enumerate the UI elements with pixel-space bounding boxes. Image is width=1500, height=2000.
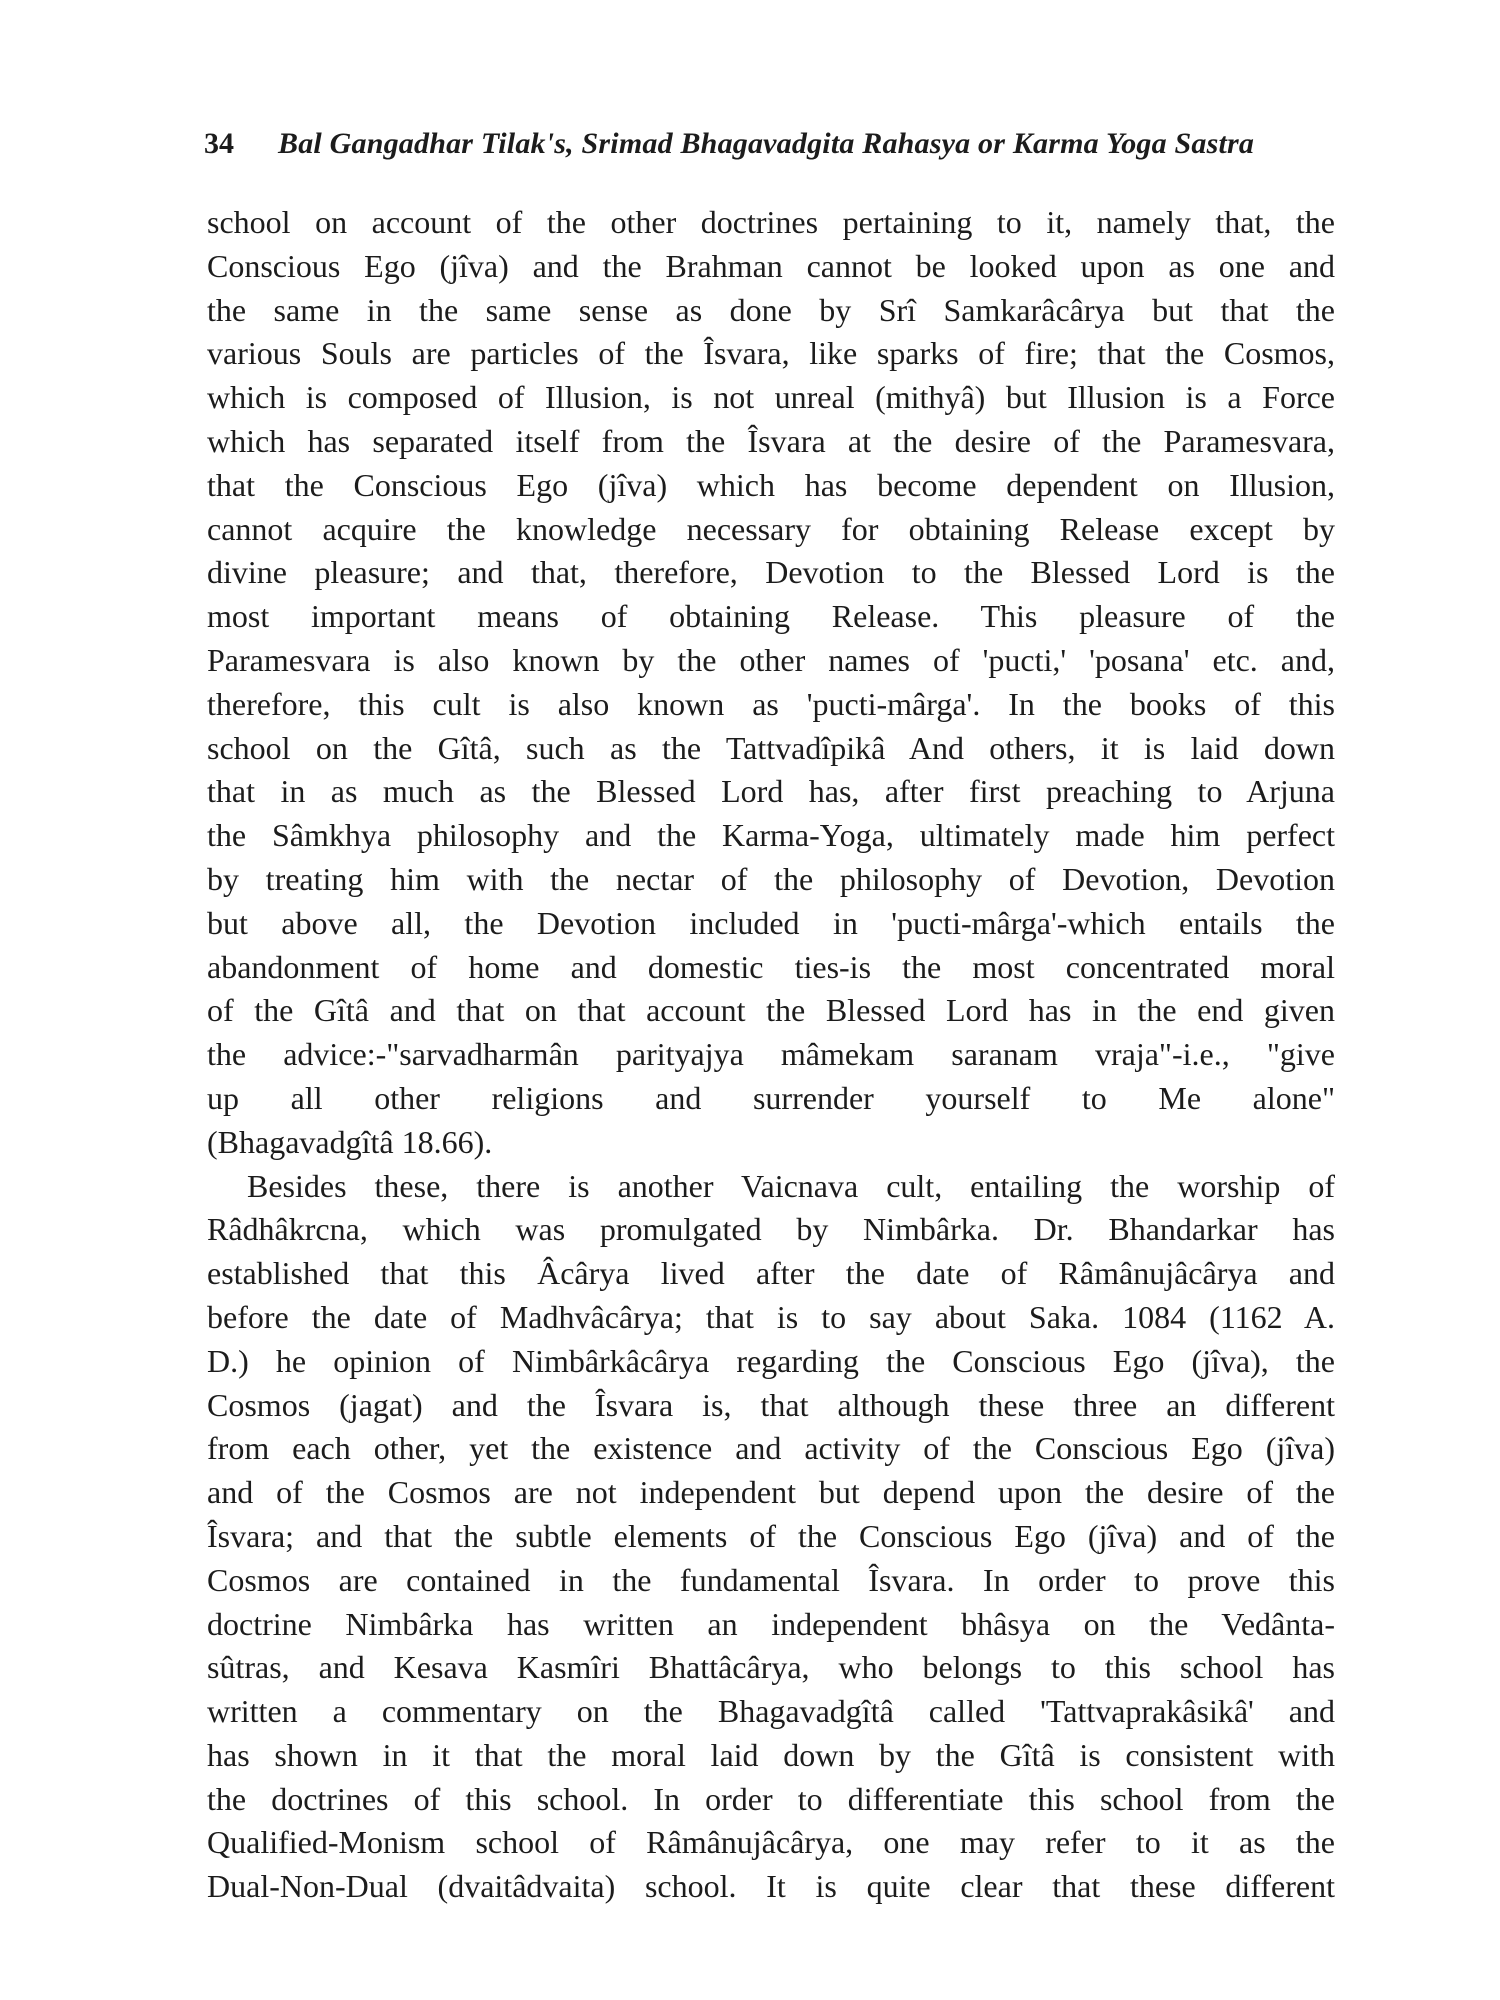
paragraph-1	[207, 201, 1335, 1165]
text-line: up all other religions and surrender yourself to Me alone"	[207, 1079, 1335, 1116]
text-line: by treating him with the nectar of the philosophy of Devotion, Devotion	[207, 860, 1335, 897]
text-line: school on the Gîtâ, such as the Tattvadîpikâ And others, it is laid down	[207, 729, 1335, 766]
text-line: doctrine Nimbârka has written an independent bhâsya on the Vedânta-	[207, 1605, 1335, 1642]
text-line: most important means of obtaining Release. This pleasure of the	[207, 598, 1335, 635]
text-line: which is composed of Illusion, is not unreal (mithyâ) but Illusion is a Force	[207, 379, 1335, 416]
text-line: the Sâmkhya philosophy and the Karma-Yoga, ultimately made him perfect	[207, 817, 1335, 854]
text-line: divine pleasure; and that, therefore, Devotion to the Blessed Lord is the	[207, 554, 1335, 591]
text-line: Cosmos (jagat) and the Îsvara is, that although these three an different	[207, 1386, 1335, 1423]
text-line: Cosmos are contained in the fundamental Îsvara. In order to prove this	[207, 1561, 1335, 1598]
text-line: Râdhâkrcna, which was promulgated by Nimbârka. Dr. Bhandarkar has	[207, 1211, 1335, 1248]
text-line: before the date of Madhvâcârya; that is to say about Saka. 1084 (1162 A.	[207, 1298, 1335, 1335]
text-line: from each other, yet the existence and activity of the Conscious Ego (jîva)	[207, 1430, 1335, 1467]
book-title: Bal Gangadhar Tilak's, Srimad Bhagavadgita Rahasya or Karma Yoga Sastra	[278, 127, 1255, 160]
text-line: school on account of the other doctrines pertaining to it, namely that, the	[207, 204, 1335, 240]
text-line: but above all, the Devotion included in 'pucti-mârga'-which entails the	[207, 904, 1335, 941]
text-line: sûtras, and Kesava Kasmîri Bhattâcârya, who belongs to this school has	[207, 1649, 1335, 1686]
text-line: that the Conscious Ego (jîva) which has become dependent on Illusion,	[207, 466, 1335, 503]
text-line: of the Gîtâ and that on that account the Blessed Lord has in the end given	[207, 992, 1335, 1029]
text-line: various Souls are particles of the Îsvara, like sparks of fire; that the Cosmos,	[207, 335, 1335, 372]
text-line: Paramesvara is also known by the other names of 'pucti,' 'posana' etc. and,	[207, 641, 1335, 678]
text-line: which has separated itself from the Îsvara at the desire of the Paramesvara,	[207, 422, 1335, 459]
text-line: cannot acquire the knowledge necessary for obtaining Release except by	[207, 510, 1335, 547]
body-text	[207, 201, 1335, 1909]
page-number: 34	[204, 127, 234, 160]
paragraph-2	[207, 1165, 1335, 1910]
text-line: therefore, this cult is also known as 'pucti-mârga'. In the books of this	[207, 685, 1335, 722]
running-head	[204, 124, 1344, 164]
text-line: and of the Cosmos are not independent but depend upon the desire of the	[207, 1474, 1335, 1511]
text-line: Qualified-Monism school of Râmânujâcârya, one may refer to it as the	[207, 1824, 1335, 1861]
text-line: the doctrines of this school. In order to differentiate this school from the	[207, 1780, 1335, 1817]
text-line: the advice:-"sarvadharmân parityajya mâmekam saranam vraja"-i.e., "give	[207, 1036, 1335, 1073]
text-line: D.) he opinion of Nimbârkâcârya regarding the Conscious Ego (jîva), the	[207, 1342, 1335, 1379]
text-line: abandonment of home and domestic ties-is the most concentrated moral	[207, 948, 1335, 985]
text-line: has shown in it that the moral laid down by the Gîtâ is consistent with	[207, 1736, 1335, 1773]
text-line: Conscious Ego (jîva) and the Brahman cannot be looked upon as one and	[207, 247, 1335, 284]
text-line: (Bhagavadgîtâ 18.66).	[207, 1123, 493, 1160]
text-line: established that this Âcârya lived after the date of Râmânujâcârya and	[207, 1255, 1335, 1292]
text-line: that in as much as the Blessed Lord has, after first preaching to Arjuna	[207, 773, 1335, 810]
text-line: written a commentary on the Bhagavadgîtâ called 'Tattvaprakâsikâ' and	[207, 1693, 1335, 1730]
text-line: Îsvara; and that the subtle elements of the Conscious Ego (jîva) and of the	[207, 1517, 1335, 1554]
text-line: the same in the same sense as done by Srî Samkarâcârya but that the	[207, 291, 1335, 328]
text-line: Dual-Non-Dual (dvaitâdvaita) school. It is quite clear that these different	[207, 1868, 1335, 1905]
text-line: Besides these, there is another Vaicnava cult, entailing the worship of	[247, 1167, 1335, 1204]
